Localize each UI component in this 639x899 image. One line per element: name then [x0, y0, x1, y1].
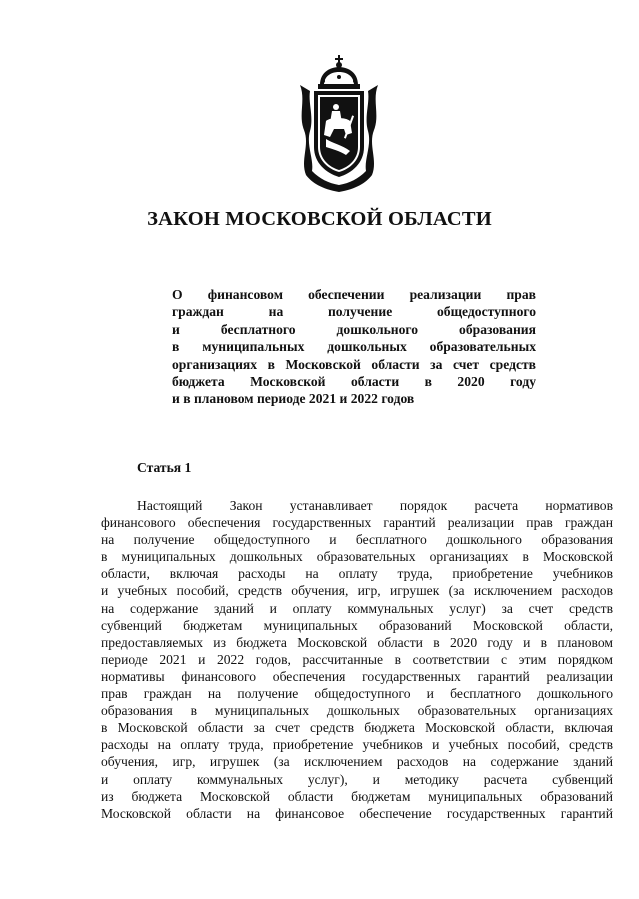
subject-line: в муниципальных дошкольных образовательных — [172, 339, 536, 355]
article-line: в Московской области за счет средств бюджета Московской области, включая — [101, 720, 613, 736]
article-body — [101, 497, 613, 822]
subject-line: и в плановом периоде 2021 и 2022 годов — [172, 391, 415, 407]
subject-line: граждан на получение общедоступного — [172, 304, 536, 320]
law-subject — [172, 286, 536, 408]
article-line: субвенций бюджетам муниципальных образований Московской области, — [101, 617, 613, 633]
law-title: ЗАКОН МОСКОВСКОЙ ОБЛАСТИ — [147, 208, 492, 230]
subject-line: бюджета Московской области в 2020 году — [172, 373, 536, 389]
article-line: и оплату коммунальных услуг), и методику расчета субвенций — [101, 771, 613, 787]
article-line: в муниципальных дошкольных образовательных организациях в Московской — [101, 549, 613, 565]
coat-of-arms-icon — [296, 55, 382, 193]
subject-line: и бесплатного дошкольного образования — [172, 321, 536, 337]
article-line: и учебных пособий, средств обучения, игр, игрушек (за исключением расходов — [101, 583, 613, 599]
article-line: предоставляемых из бюджета Московской области в 2020 году и в плановом — [101, 634, 613, 650]
article-line: образования в муниципальных дошкольных образовательных организациях — [101, 703, 613, 719]
article-line: области, включая расходы на оплату труда, приобретение учебников — [101, 566, 613, 582]
article-line: Московской области на финансовое обеспечение государственных гарантий — [101, 805, 613, 821]
article-line: периоде 2021 и 2022 годов, рассчитанные в соответствии с этим порядком — [101, 651, 613, 667]
article-line: на получение общедоступного и бесплатного дошкольного образования — [101, 532, 613, 548]
subject-line: организациях в Московской области за счет средств — [172, 356, 536, 372]
subject-line: О финансовом обеспечении реализации прав — [172, 287, 536, 302]
article-line: расходы на оплату труда, приобретение учебников и учебных пособий, средств — [101, 737, 613, 753]
article-line: из бюджета Московской области бюджетам муниципальных образований — [101, 788, 613, 804]
article-heading: Статья 1 — [137, 460, 192, 475]
article-line: нормативы финансового обеспечения государственных гарантий реализации — [101, 668, 613, 684]
article-line: прав граждан на получение общедоступного и бесплатного дошкольного — [101, 686, 613, 702]
article-line: Настоящий Закон устанавливает порядок расчета нормативов — [137, 498, 613, 513]
article-line: обучения, игр, игрушек (за исключением расходов на содержание зданий — [101, 754, 613, 770]
article-line: финансового обеспечения государственных гарантий реализации прав граждан — [101, 515, 613, 531]
article-line: на содержание зданий и оплату коммунальных услуг) за счет средств — [101, 600, 613, 616]
